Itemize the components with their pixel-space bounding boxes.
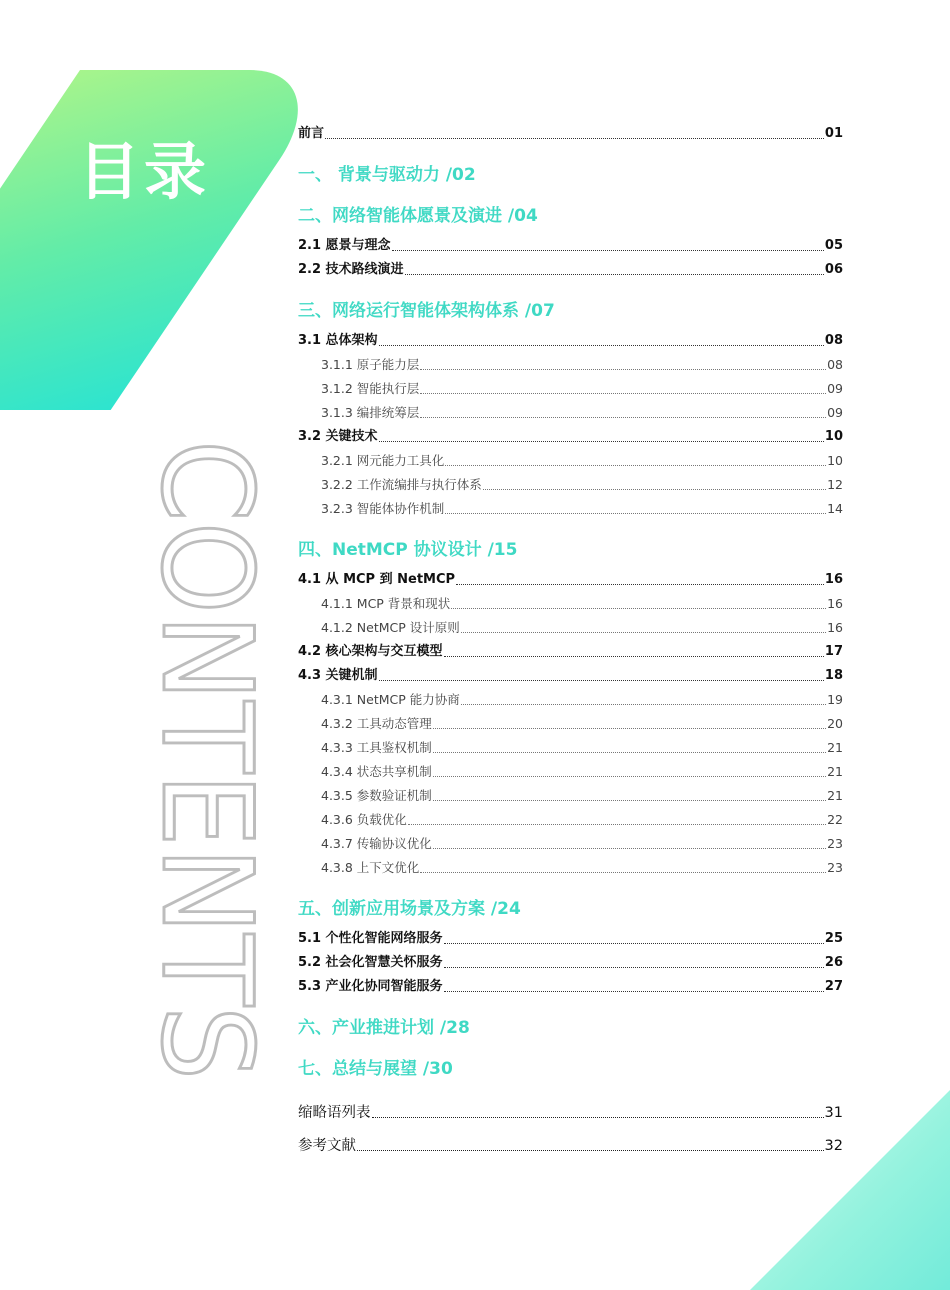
dot-leader xyxy=(379,344,824,346)
toc-entry-label: 4.2 核心架构与交互模型 xyxy=(298,644,443,659)
toc-page-number: 22 xyxy=(827,812,843,827)
toc-page-number: 12 xyxy=(827,477,843,492)
toc-page-number: 09 xyxy=(827,405,843,420)
toc-subsection-entry[interactable] xyxy=(298,353,843,377)
dot-leader xyxy=(444,990,824,992)
toc-subsection-entry[interactable] xyxy=(298,401,843,425)
dot-leader xyxy=(379,440,824,442)
toc-chapter-heading[interactable]: 五、创新应用场景及方案 /24 xyxy=(298,899,521,919)
toc-chapter-heading[interactable]: 七、总结与展望 /30 xyxy=(298,1059,453,1079)
toc-entry-label: 3.1.1 原子能力层 xyxy=(321,357,420,372)
toc-entry-label: 4.3.5 参数验证机制 xyxy=(321,788,432,803)
toc-subsection-entry[interactable] xyxy=(298,616,843,640)
toc-section-entry[interactable] xyxy=(298,425,843,449)
toc-entry-label: 4.3.3 工具鉴权机制 xyxy=(321,740,432,755)
toc-entry-label: 3.1.3 编排统筹层 xyxy=(321,405,420,420)
toc-section-entry[interactable] xyxy=(298,122,843,146)
toc-subsection-entry[interactable] xyxy=(298,832,843,856)
toc-page-number: 26 xyxy=(824,955,843,970)
dot-leader xyxy=(444,966,824,968)
dot-leader xyxy=(445,512,826,514)
toc-page-number: 25 xyxy=(824,931,843,946)
toc-entry-label: 3.2.1 网元能力工具化 xyxy=(321,453,445,468)
toc-entry-label: 4.3.8 上下文优化 xyxy=(321,860,420,875)
toc-subsection-entry[interactable] xyxy=(298,377,843,401)
dot-leader xyxy=(451,607,826,609)
toc-page-number: 16 xyxy=(827,620,843,635)
toc-subsection-entry[interactable] xyxy=(298,592,843,616)
dot-leader xyxy=(420,368,826,370)
toc-section-entry[interactable] xyxy=(298,951,843,975)
toc-entry-label: 缩略语列表 xyxy=(298,1105,371,1121)
toc-entry-label: 3.2.3 智能体协作机制 xyxy=(321,501,445,516)
toc-page-number: 21 xyxy=(827,788,843,803)
toc-entry-label: 3.2 关键技术 xyxy=(298,429,378,444)
toc-page-number: 21 xyxy=(827,740,843,755)
dot-leader xyxy=(445,464,826,466)
toc-entry-label: 3.1.2 智能执行层 xyxy=(321,381,420,396)
toc-entry-label: 4.3.6 负载优化 xyxy=(321,812,407,827)
toc-subsection-entry[interactable] xyxy=(298,856,843,880)
toc-page-number: 08 xyxy=(827,357,843,372)
toc-subsection-entry[interactable] xyxy=(298,688,843,712)
dot-leader xyxy=(461,631,826,633)
toc-section-entry[interactable] xyxy=(298,927,843,951)
dot-leader xyxy=(420,392,826,394)
contents-word-text: CONTENTS xyxy=(134,440,278,1119)
toc-section-entry[interactable] xyxy=(298,1101,843,1125)
green-decor-shape xyxy=(0,70,340,410)
toc-section-entry[interactable] xyxy=(298,258,843,282)
toc-section-entry[interactable] xyxy=(298,640,843,664)
dot-leader xyxy=(372,1116,824,1118)
toc-entry-label: 4.3.1 NetMCP 能力协商 xyxy=(321,692,460,707)
toc-page-number: 10 xyxy=(824,429,843,444)
toc-page-number: 09 xyxy=(827,381,843,396)
dot-leader xyxy=(420,416,826,418)
toc-page-number: 08 xyxy=(824,333,843,348)
toc-entry-label: 5.1 个性化智能网络服务 xyxy=(298,931,443,946)
dot-leader xyxy=(433,775,826,777)
toc-page-number: 10 xyxy=(827,453,843,468)
toc-subsection-entry[interactable] xyxy=(298,712,843,736)
toc-section-entry[interactable] xyxy=(298,975,843,999)
toc-page-number: 14 xyxy=(827,501,843,516)
toc-page-number: 21 xyxy=(827,764,843,779)
toc-entry-label: 4.1 从 MCP 到 NetMCP xyxy=(298,572,456,587)
toc-chapter-heading[interactable]: 三、网络运行智能体架构体系 /07 xyxy=(298,301,555,321)
table-of-contents xyxy=(298,122,843,1158)
toc-page-number: 32 xyxy=(824,1138,843,1154)
toc-page-number: 18 xyxy=(824,668,843,683)
dot-leader xyxy=(405,273,824,275)
dot-leader xyxy=(379,679,824,681)
dot-leader xyxy=(325,137,824,139)
dot-leader xyxy=(483,488,826,490)
toc-chapter-heading[interactable]: 六、产业推进计划 /28 xyxy=(298,1018,470,1038)
toc-page-number: 17 xyxy=(824,644,843,659)
dot-leader xyxy=(408,823,826,825)
dot-leader xyxy=(433,799,826,801)
dot-leader xyxy=(392,249,824,251)
toc-page-number: 06 xyxy=(824,262,843,277)
dot-leader xyxy=(433,751,826,753)
toc-subsection-entry[interactable] xyxy=(298,784,843,808)
toc-entry-label: 4.1.2 NetMCP 设计原则 xyxy=(321,620,460,635)
toc-entry-label: 4.3.2 工具动态管理 xyxy=(321,716,432,731)
toc-entry-label: 4.3 关键机制 xyxy=(298,668,378,683)
toc-chapter-heading[interactable]: 一、 背景与驱动力 /02 xyxy=(298,165,476,185)
dot-leader xyxy=(461,703,826,705)
toc-page-number: 27 xyxy=(824,979,843,994)
toc-entry-label: 4.1.1 MCP 背景和现状 xyxy=(321,596,451,611)
toc-section-entry[interactable] xyxy=(298,568,843,592)
page-title: 目录 xyxy=(78,135,211,208)
toc-subsection-entry[interactable] xyxy=(298,497,843,521)
contents-vertical-word xyxy=(72,440,278,1119)
toc-page-number: 19 xyxy=(827,692,843,707)
toc-page-number: 31 xyxy=(824,1105,843,1121)
toc-chapter-heading[interactable]: 二、网络智能体愿景及演进 /04 xyxy=(298,206,538,226)
dot-leader xyxy=(444,655,824,657)
toc-page-number: 01 xyxy=(824,126,843,141)
dot-leader xyxy=(444,942,824,944)
dot-leader xyxy=(420,871,826,873)
toc-page-number: 05 xyxy=(824,238,843,253)
toc-page-number: 23 xyxy=(827,860,843,875)
toc-subsection-entry[interactable] xyxy=(298,808,843,832)
toc-section-entry[interactable] xyxy=(298,234,843,258)
toc-subsection-entry[interactable] xyxy=(298,760,843,784)
toc-entry-label: 参考文献 xyxy=(298,1138,356,1154)
toc-section-entry[interactable] xyxy=(298,329,843,353)
toc-chapter-heading[interactable]: 四、NetMCP 协议设计 /15 xyxy=(298,540,518,560)
dot-leader xyxy=(357,1149,824,1151)
toc-page-number: 23 xyxy=(827,836,843,851)
toc-entry-label: 3.1 总体架构 xyxy=(298,333,378,348)
toc-subsection-entry[interactable] xyxy=(298,449,843,473)
toc-section-entry[interactable] xyxy=(298,664,843,688)
toc-entry-label: 4.3.7 传输协议优化 xyxy=(321,836,432,851)
toc-entry-label: 2.2 技术路线演进 xyxy=(298,262,404,277)
dot-leader xyxy=(433,847,826,849)
dot-leader xyxy=(433,727,826,729)
toc-entry-label: 5.2 社会化智慧关怀服务 xyxy=(298,955,443,970)
dot-leader xyxy=(456,583,824,585)
toc-subsection-entry[interactable] xyxy=(298,736,843,760)
toc-page-number: 16 xyxy=(824,572,843,587)
toc-section-entry[interactable] xyxy=(298,1134,843,1158)
toc-page-number: 20 xyxy=(827,716,843,731)
toc-entry-label: 5.3 产业化协同智能服务 xyxy=(298,979,443,994)
toc-subsection-entry[interactable] xyxy=(298,473,843,497)
toc-entry-label: 前言 xyxy=(298,126,325,141)
toc-page-number: 16 xyxy=(827,596,843,611)
toc-entry-label: 3.2.2 工作流编排与执行体系 xyxy=(321,477,482,492)
toc-entry-label: 4.3.4 状态共享机制 xyxy=(321,764,432,779)
toc-entry-label: 2.1 愿景与理念 xyxy=(298,238,391,253)
